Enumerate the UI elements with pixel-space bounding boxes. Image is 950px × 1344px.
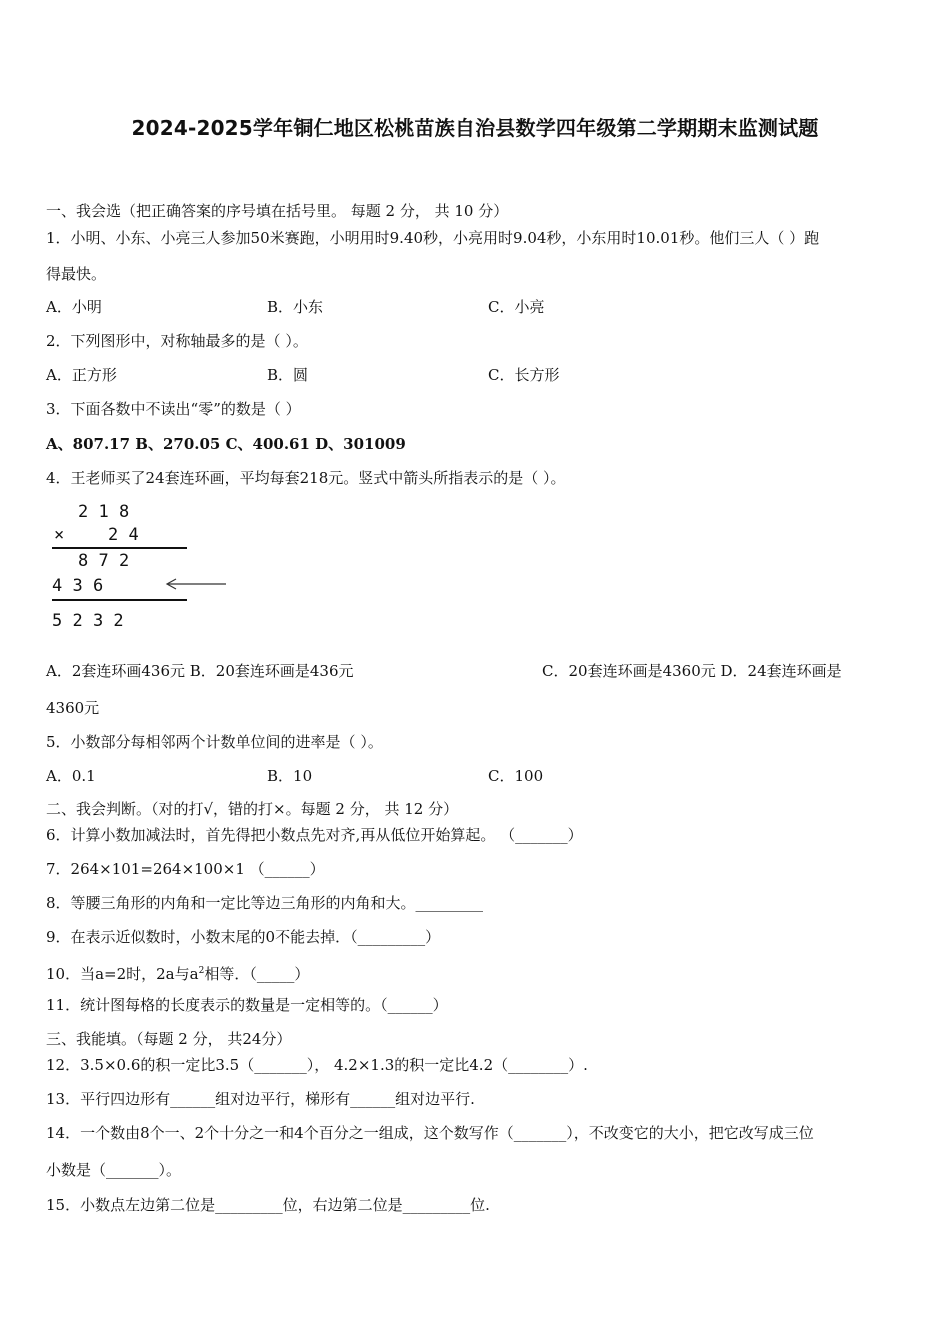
question-1-option-c: C．小亮 xyxy=(488,298,545,316)
question-5-option-b: B．10 xyxy=(267,767,313,785)
page-title: 2024-2025学年铜仁地区松桃苗族自治县数学四年级第二学期期末监测试题 xyxy=(131,116,819,140)
question-11: 11．统计图每格的长度表示的数量是一定相等的。（______） xyxy=(46,996,448,1014)
question-13: 13．平行四边形有______组对边平行，梯形有______组对边平行. xyxy=(46,1090,475,1108)
question-10 xyxy=(46,961,309,984)
calc-product: 5 2 3 2 xyxy=(52,611,124,631)
question-1-stem: 1．小明、小东、小亮三人参加50米赛跑，小明用时9.40秒，小亮用时9.04秒，小东用时10.01秒。他们三人（ ）跑 xyxy=(46,229,820,247)
calc-divider-line xyxy=(52,547,187,549)
section-3-heading: 三、我能填。（每题 2 分， 共24分） xyxy=(46,1030,292,1048)
question-12: 12．3.5×0.6的积一定比3.5（_______）， 4.2×1.3的积一定比4.2（________）. xyxy=(46,1056,588,1074)
question-14-stem: 14．一个数由8个一、2个十分之一和4个百分之一组成，这个数写作（_______），不改变它的大小，把它改写成三位 xyxy=(46,1124,814,1142)
section-2-heading: 二、我会判断。（对的打√，错的打×。每题 2 分， 共 12 分） xyxy=(46,800,459,818)
question-4-options-cd: C．20套连环画是4360元 D．24套连环画是 xyxy=(542,662,842,680)
question-5-option-c: C．100 xyxy=(488,767,544,785)
question-9: 9．在表示近似数时，小数末尾的0不能去掉．（_________） xyxy=(46,928,441,946)
question-1-option-b: B．小东 xyxy=(267,298,324,316)
question-10-text-end: 相等．（_____） xyxy=(204,965,310,983)
question-2-stem: 2．下列图形中，对称轴最多的是（ ）。 xyxy=(46,332,308,350)
question-4-options-ab: A．2套连环画436元 B．20套连环画是436元 xyxy=(46,662,354,680)
question-6: 6．计算小数加减法时，首先得把小数点先对齐,再从低位开始算起。 （_______） xyxy=(46,826,583,844)
question-7: 7．264×101=264×100×1 （______） xyxy=(46,860,325,878)
question-5-option-a: A．0.1 xyxy=(46,767,96,785)
calc-times-sign: × xyxy=(54,525,65,545)
section-1-heading: 一、我会选（把正确答案的序号填在括号里。 每题 2 分， 共 10 分） xyxy=(46,202,509,220)
question-2-option-c: C．长方形 xyxy=(488,366,560,384)
arrow-left-icon xyxy=(164,576,228,592)
question-4-stem: 4．王老师买了24套连环画，平均每套218元。竖式中箭头所指表示的是（ ）。 xyxy=(46,469,566,487)
calc-partial-product-1: 8 7 2 xyxy=(78,551,130,571)
calc-multiplier: 2 4 xyxy=(108,525,139,545)
question-1-stem-continued: 得最快。 xyxy=(46,265,107,283)
calc-multiplicand: 2 1 8 xyxy=(78,502,130,522)
question-2-option-a: A．正方形 xyxy=(46,366,117,384)
question-1-option-a: A．小明 xyxy=(46,298,102,316)
question-10-text: 10．当a=2时，2a与a xyxy=(46,965,199,983)
question-14-stem-continued: 小数是（_______）。 xyxy=(46,1161,182,1179)
question-4-options-continued: 4360元 xyxy=(46,699,100,717)
question-2-option-b: B．圆 xyxy=(267,366,309,384)
question-3-options: A、807.17 B、270.05 C、400.61 D、301009 xyxy=(46,435,406,453)
vertical-multiplication xyxy=(48,498,248,638)
calc-divider-line xyxy=(52,599,187,601)
question-15: 15．小数点左边第二位是_________位，右边第二位是_________位. xyxy=(46,1196,490,1214)
question-8: 8．等腰三角形的内角和一定比等边三角形的内角和大。_________ xyxy=(46,894,484,912)
calc-partial-product-2: 4 3 6 xyxy=(52,576,104,596)
question-3-stem: 3．下面各数中不读出“零”的数是（ ） xyxy=(46,400,301,418)
question-5-stem: 5．小数部分每相邻两个计数单位间的进率是（ ）。 xyxy=(46,733,383,751)
question-10-exponent: 2 xyxy=(198,966,205,976)
